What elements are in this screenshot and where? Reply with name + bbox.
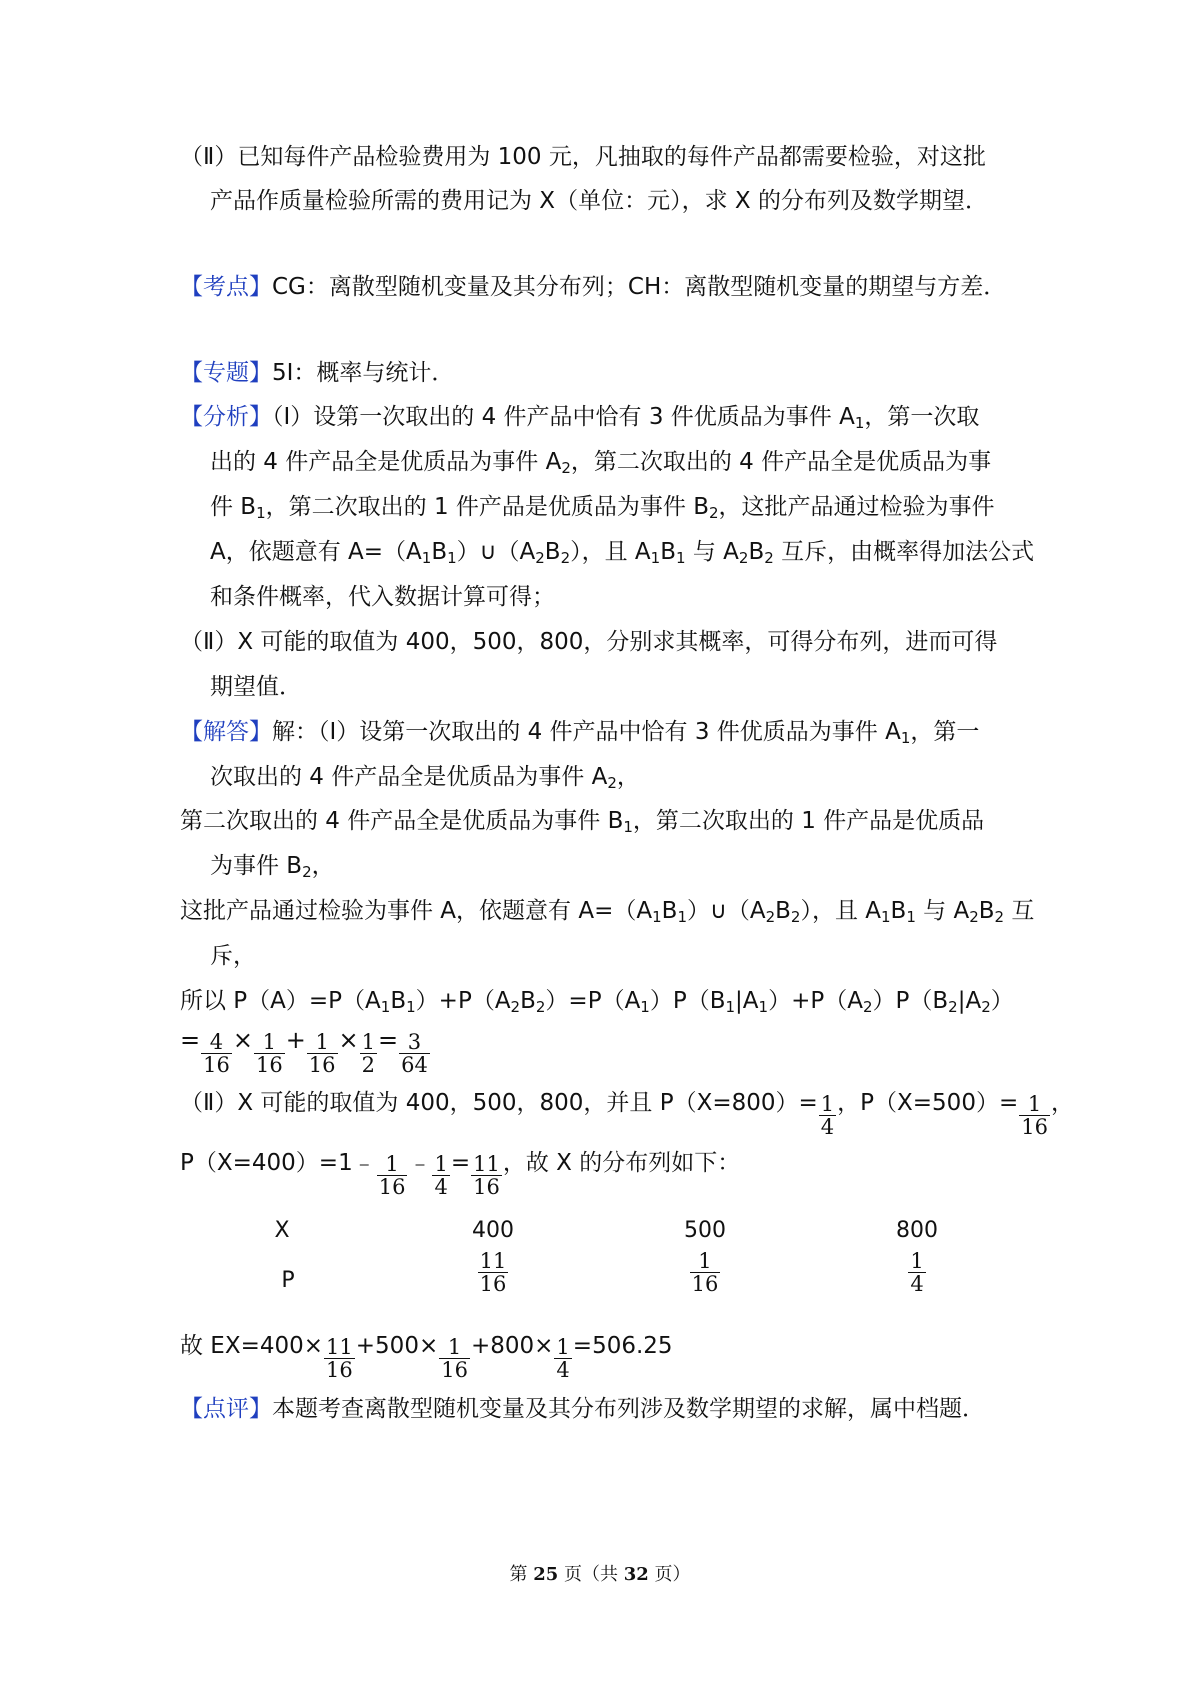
table-header-cell: 500 xyxy=(684,1218,726,1243)
fraction: $\frac{1}{4}$ xyxy=(820,1092,835,1139)
dianping-text: 本题考查离散型随机变量及其分布列涉及数学期望的求解，属中档题． xyxy=(272,1396,985,1422)
dianping-section xyxy=(180,1394,985,1424)
fraction: $\frac{11}{16}$ xyxy=(473,1152,500,1199)
jieda-part2-line2: P（X=400）=1﹣ $\frac{1}{16}$ ﹣ $\frac{1}{4}$ = $\frac{11}{16}$ ，故 X 的分布列如下： xyxy=(180,1150,741,1199)
kaodian-text: CG：离散型随机变量及其分布列；CH：离散型随机变量的期望与方差． xyxy=(272,274,1007,300)
expectation-line: 故 EX=400× $\frac{11}{16}$ +500× $\frac{1}{16}$ +800× $\frac{1}{4}$ =506.25 xyxy=(180,1333,673,1382)
jieda-line7: 所以 $P(A)=P(A_1B_1)+P(A_2B_2)=P(A_1)P(B_1|A_1)+P(A_2)P(B_2|A_2)$ xyxy=(180,988,1014,1016)
question-part2-line2: 产品作质量检验所需的费用记为 X（单位：元），求 X 的分布列及数学期望． xyxy=(210,188,988,214)
table-row-label: P xyxy=(281,1268,295,1293)
dianping-tag: 【点评】 xyxy=(180,1396,272,1422)
fenxi-line2: 出的 4 件产品全是优质品为事件 $A_2$，第二次取出的 4 件产品全是优质品为事 xyxy=(210,449,992,477)
fraction: $\frac{4}{16}$ xyxy=(203,1030,230,1077)
zhuanti-tag: 【专题】 xyxy=(180,360,272,386)
fraction: $\frac{1}{16}$ xyxy=(378,1152,406,1199)
fraction: $\frac{1}{16}$ xyxy=(441,1335,468,1382)
table-cell: $\frac{11}{16}$ xyxy=(479,1249,507,1296)
jieda-line5: 这批产品通过检验为事件 A，依题意有 $A=(A_1B_1)\cup(A_2B_2)$，且 $A_1B_1$ 与 $A_2B_2$ 互 xyxy=(180,898,1035,926)
page-footer: 第 25 页（共 32 页） xyxy=(509,1564,691,1585)
table-cell: $\frac{1}{4}$ xyxy=(910,1249,924,1296)
fenxi-line4: A，依题意有 $A=(A_1B_1)\cup(A_2B_2)$，且 $A_1B_1$ 与 $A_2B_2$ 互斥，由概率得加法公式 xyxy=(210,539,1035,567)
probability-computation: = $\frac{4}{16}$ × $\frac{1}{16}$ + $\frac{1}{16}$ × $\frac{1}{2}$ = $\frac{3}{64}$ xyxy=(180,1026,428,1077)
jieda-line1: 【解答】解：（Ⅰ）设第一次取出的 4 件产品中恰有 3 件优质品为事件 $A_1$，第一 xyxy=(180,719,980,747)
jieda-line2: 次取出的 4 件产品全是优质品为事件 $A_2$， xyxy=(210,764,640,792)
fraction: $\frac{1}{4}$ xyxy=(556,1335,570,1382)
jieda-line3: 第二次取出的 4 件产品全是优质品为事件 $B_1$，第二次取出的 1 件产品是优质品 xyxy=(180,808,985,836)
fraction: $\frac{3}{64}$ xyxy=(401,1030,428,1077)
kaodian-tag: 【考点】 xyxy=(180,274,272,300)
fraction: $\frac{1}{16}$ xyxy=(1021,1092,1048,1139)
question-part2-line1: （Ⅱ）已知每件产品检验费用为 100 元，凡抽取的每件产品都需要检验，对这批 xyxy=(180,144,986,170)
fenxi-line5: 和条件概率，代入数据计算可得； xyxy=(210,584,555,610)
page-total: 32 xyxy=(623,1564,649,1585)
fraction: $\frac{1}{16}$ xyxy=(308,1030,336,1077)
jieda-part2-line1: （Ⅱ）X 可能的取值为 400，500，800，并且 P（X=800）= $\frac{1}{4}$ ，P（X=500）= $\frac{1}{16}$ ， xyxy=(180,1090,1074,1139)
zhuanti-text: 5I：概率与统计． xyxy=(272,360,455,386)
page-number: 25 xyxy=(533,1564,559,1585)
jieda-line4: 为事件 $B_2$， xyxy=(210,853,335,881)
fenxi-tag: 【分析】 xyxy=(180,404,272,430)
fenxi-line1: 【分析】（Ⅰ）设第一次取出的 4 件产品中恰有 3 件优质品为事件 $A_1$，第一次取 xyxy=(180,404,980,432)
jieda-line6: 斥， xyxy=(210,943,256,969)
zhuanti-section xyxy=(180,358,454,388)
table-header-cell: 800 xyxy=(896,1218,938,1243)
fraction: $\frac{1}{16}$ xyxy=(255,1030,283,1077)
fraction: $\frac{1}{2}$ xyxy=(361,1030,376,1077)
fraction: $\frac{1}{4}$ xyxy=(434,1152,448,1199)
jieda-tag: 【解答】 xyxy=(180,719,272,745)
fraction: $\frac{11}{16}$ xyxy=(326,1335,353,1382)
fenxi-line3: 件 $B_1$，第二次取出的 1 件产品是优质品为事件 $B_2$，这批产品通过检验为事件 xyxy=(210,494,995,522)
fenxi-line6: （Ⅱ）X 可能的取值为 400，500，800，分别求其概率，可得分布列，进而可得 xyxy=(180,629,998,655)
kaodian-section xyxy=(180,272,1006,302)
fenxi-line7: 期望值． xyxy=(210,674,302,700)
table-header-cell: 400 xyxy=(472,1218,514,1243)
table-header-cell: X xyxy=(274,1218,290,1243)
table-cell: $\frac{1}{16}$ xyxy=(691,1249,719,1296)
